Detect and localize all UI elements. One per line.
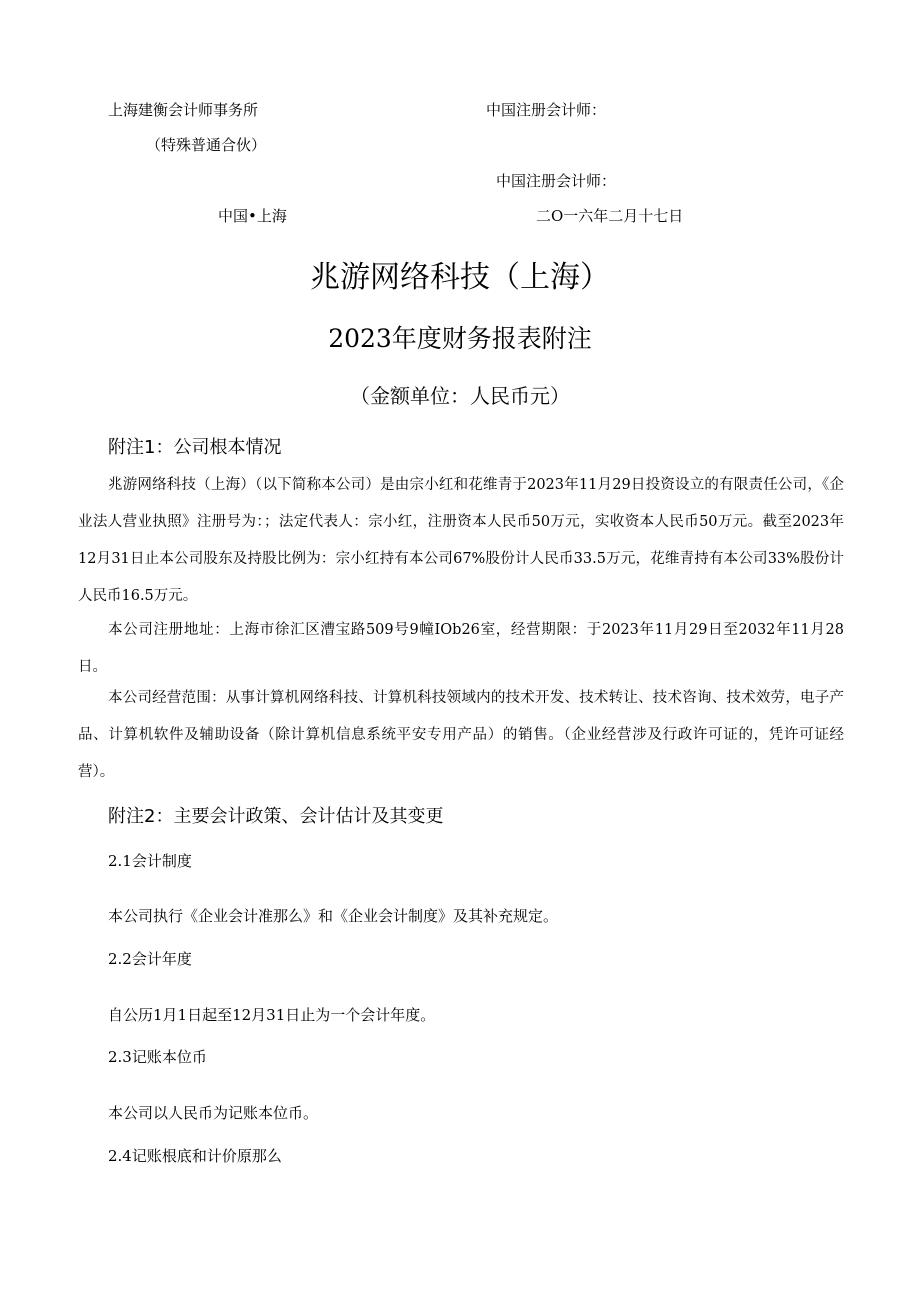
section-2-1-title: 2.1会计制度: [108, 852, 192, 870]
note1-paragraph-basic-info: 兆游网络科技（上海）（以下简称本公司）是由宗小红和花维青于2023年11月29日投资设立的有限责任公司，《企业法人营业执照》注册号为：；法定代表人：宗小红，注册资本人民币50万元，实收资本人民币50万元。截至2023年12月31日止本公司股东及持股比例为：宗小红持有本公司67%股份计人民币33.5万元，花维青持有本公司33%股份计人民币16.5万元。: [78, 477, 844, 604]
audit-firm-name: 上海建衡会计师事务所: [108, 101, 259, 119]
section-2-4-title: 2.4记账根底和计价原那么: [108, 1147, 282, 1165]
audit-firm-type: （特殊普通合伙）: [146, 136, 267, 154]
company-title: 兆游网络科技（上海）: [310, 260, 610, 295]
note1-heading: 附注1：公司根本情况: [108, 437, 282, 458]
section-2-1-body: 本公司执行《企业会计准那么》和《企业会计制度》及其补充规定。: [108, 907, 559, 925]
note2-heading: 附注2：主要会计政策、会计估计及其变更: [108, 806, 444, 827]
section-2-2-title: 2.2会计年度: [108, 950, 192, 968]
note1-paragraph-address: 本公司注册地址：上海市徐汇区漕宝路509号9幢IOb26室，经营期限：于2023年11月29日至2032年11月28日。: [78, 622, 844, 675]
cpa-signature-label-1: 中国注册会计师：: [486, 101, 607, 119]
signature-location: 中国•上海: [218, 207, 287, 225]
amount-unit: （金额单位：人民币元）: [350, 384, 570, 408]
note1-paragraph-business-scope: 本公司经营范围：从事计算机网络科技、计算机科技领域内的技术开发、技术转让、技术咨询、技术效劳，电子产品、计算机软件及辅助设备（除计算机信息系统平安专用产品）的销售。（企业经营涉及行政许可证的，凭许可证经营）。: [78, 690, 844, 780]
section-2-2-body: 自公历1月1日起至12月31日止为一个会计年度。: [108, 1006, 436, 1024]
report-title: 2023年度财务报表附注: [328, 324, 592, 353]
signature-date: 二O一六年二月十七日: [536, 207, 684, 225]
cpa-signature-label-2: 中国注册会计师：: [496, 172, 617, 190]
section-2-3-body: 本公司以人民币为记账本位币。: [108, 1104, 319, 1122]
section-2-3-title: 2.3记账本位币: [108, 1048, 207, 1066]
